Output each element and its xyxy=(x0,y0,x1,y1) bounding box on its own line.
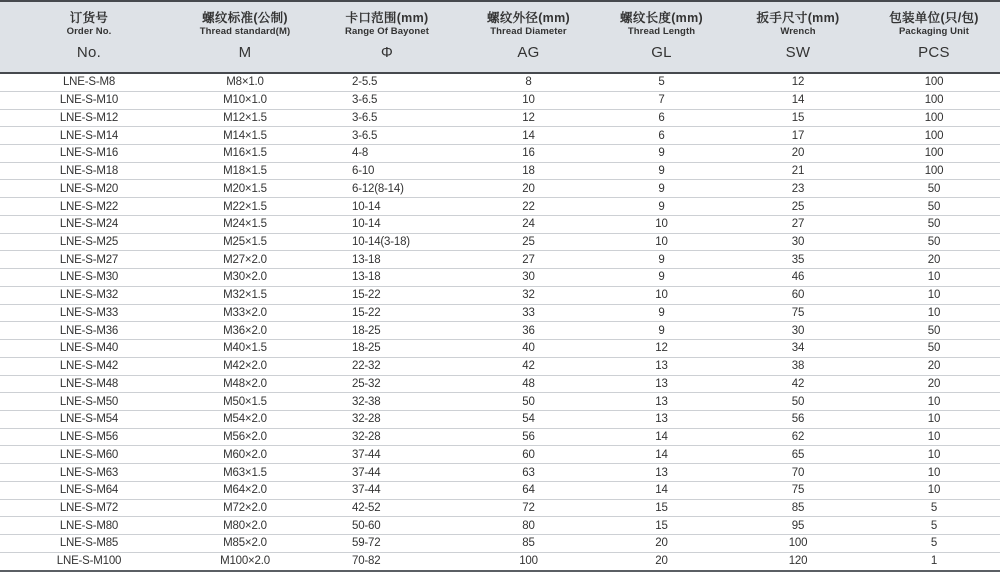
table-cell-gl: 5 xyxy=(595,73,728,91)
table-cell-no: LNE-S-M30 xyxy=(0,269,178,287)
table-cell-m: M54×2.0 xyxy=(178,410,312,428)
table-cell-sw: 50 xyxy=(728,393,868,411)
table-row xyxy=(0,428,1000,446)
table-cell-pcs: 5 xyxy=(868,517,1000,535)
table-cell-pcs: 100 xyxy=(868,109,1000,127)
table-cell-ag: 60 xyxy=(462,446,595,464)
column-header-code: PCS xyxy=(918,44,950,61)
table-cell-gl: 13 xyxy=(595,393,728,411)
column-header-en: Thread Diameter xyxy=(490,26,567,37)
column-header-code: AG xyxy=(517,44,540,61)
table-cell-gl: 9 xyxy=(595,269,728,287)
table-cell-pcs: 20 xyxy=(868,251,1000,269)
table-cell-gl: 10 xyxy=(595,286,728,304)
table-cell-: 18-25 xyxy=(312,340,462,358)
table-cell-ag: 32 xyxy=(462,286,595,304)
table-cell-: 15-22 xyxy=(312,304,462,322)
table-cell-m: M48×2.0 xyxy=(178,375,312,393)
table-cell-pcs: 20 xyxy=(868,357,1000,375)
column-header-no xyxy=(0,1,178,73)
table-cell-gl: 20 xyxy=(595,535,728,553)
table-cell-pcs: 50 xyxy=(868,322,1000,340)
table-cell-ag: 50 xyxy=(462,393,595,411)
table-cell-no: LNE-S-M24 xyxy=(0,215,178,233)
table-cell-m: M32×1.5 xyxy=(178,286,312,304)
table-cell-m: M100×2.0 xyxy=(178,552,312,571)
column-header-zh: 订货号 xyxy=(69,11,109,25)
table-body xyxy=(0,73,1000,571)
table-cell-ag: 64 xyxy=(462,481,595,499)
table-cell-sw: 35 xyxy=(728,251,868,269)
table-cell-sw: 100 xyxy=(728,535,868,553)
column-header-en: Range Of Bayonet xyxy=(345,26,429,37)
table-cell-gl: 12 xyxy=(595,340,728,358)
table-cell-ag: 10 xyxy=(462,91,595,109)
table-cell-m: M8×1.0 xyxy=(178,73,312,91)
table-cell-ag: 16 xyxy=(462,144,595,162)
table-cell-pcs: 50 xyxy=(868,198,1000,216)
table-cell-no: LNE-S-M60 xyxy=(0,446,178,464)
table-cell-ag: 24 xyxy=(462,215,595,233)
table-cell-m: M18×1.5 xyxy=(178,162,312,180)
table-cell-sw: 12 xyxy=(728,73,868,91)
table-cell-sw: 75 xyxy=(728,481,868,499)
table-cell-ag: 100 xyxy=(462,552,595,571)
column-header-zh: 扳手尺寸(mm) xyxy=(756,11,840,25)
table-cell-sw: 85 xyxy=(728,499,868,517)
table-cell-gl: 20 xyxy=(595,552,728,571)
table-cell-m: M63×1.5 xyxy=(178,464,312,482)
table-cell-ag: 40 xyxy=(462,340,595,358)
table-cell-: 15-22 xyxy=(312,286,462,304)
table-row xyxy=(0,144,1000,162)
table-cell-no: LNE-S-M80 xyxy=(0,517,178,535)
table-cell-m: M42×2.0 xyxy=(178,357,312,375)
column-header-zh: 包装单位(只/包) xyxy=(889,11,979,25)
table-cell-: 42-52 xyxy=(312,499,462,517)
column-header-sw xyxy=(728,1,868,73)
table-cell-: 59-72 xyxy=(312,535,462,553)
table-cell-no: LNE-S-M22 xyxy=(0,198,178,216)
table-cell-gl: 9 xyxy=(595,304,728,322)
table-cell-: 13-18 xyxy=(312,269,462,287)
table-cell-sw: 70 xyxy=(728,464,868,482)
table-cell-sw: 20 xyxy=(728,144,868,162)
table-cell-: 3-6.5 xyxy=(312,109,462,127)
table-cell-: 3-6.5 xyxy=(312,91,462,109)
table-row xyxy=(0,464,1000,482)
table-cell-no: LNE-S-M27 xyxy=(0,251,178,269)
table-cell-sw: 30 xyxy=(728,322,868,340)
table-cell-: 22-32 xyxy=(312,357,462,375)
table-row xyxy=(0,535,1000,553)
table-cell-pcs: 100 xyxy=(868,91,1000,109)
table-cell-m: M20×1.5 xyxy=(178,180,312,198)
table-cell-pcs: 20 xyxy=(868,375,1000,393)
table-cell-gl: 9 xyxy=(595,180,728,198)
table-row xyxy=(0,269,1000,287)
table-cell-sw: 95 xyxy=(728,517,868,535)
table-cell-ag: 54 xyxy=(462,410,595,428)
table-cell-sw: 14 xyxy=(728,91,868,109)
table-cell-no: LNE-S-M36 xyxy=(0,322,178,340)
column-header-pcs xyxy=(868,1,1000,73)
table-cell-ag: 22 xyxy=(462,198,595,216)
column-header-en: Packaging Unit xyxy=(898,26,970,37)
table-row xyxy=(0,233,1000,251)
table-cell-: 37-44 xyxy=(312,446,462,464)
table-cell-sw: 60 xyxy=(728,286,868,304)
table-cell-: 32-28 xyxy=(312,428,462,446)
table-cell-m: M36×2.0 xyxy=(178,322,312,340)
table-cell-pcs: 50 xyxy=(868,233,1000,251)
table-cell-pcs: 100 xyxy=(868,73,1000,91)
table-cell-pcs: 50 xyxy=(868,340,1000,358)
table-cell-: 10-14 xyxy=(312,215,462,233)
header-row xyxy=(0,1,1000,73)
table-cell-sw: 30 xyxy=(728,233,868,251)
table-row xyxy=(0,393,1000,411)
table-row xyxy=(0,73,1000,91)
column-header-code: GL xyxy=(651,44,672,61)
table-cell-gl: 13 xyxy=(595,375,728,393)
table-cell-gl: 14 xyxy=(595,428,728,446)
table-cell-no: LNE-S-M10 xyxy=(0,91,178,109)
table-cell-pcs: 10 xyxy=(868,286,1000,304)
column-header-code: No. xyxy=(76,44,102,61)
table-cell-m: M24×1.5 xyxy=(178,215,312,233)
table-cell-: 50-60 xyxy=(312,517,462,535)
table-row xyxy=(0,304,1000,322)
table-cell-ag: 56 xyxy=(462,428,595,446)
column-header-en: Order No. xyxy=(66,26,112,37)
table-cell-no: LNE-S-M48 xyxy=(0,375,178,393)
table-cell-ag: 18 xyxy=(462,162,595,180)
table-cell-m: M16×1.5 xyxy=(178,144,312,162)
table-cell-no: LNE-S-M12 xyxy=(0,109,178,127)
table-cell-gl: 6 xyxy=(595,109,728,127)
table-cell-m: M85×2.0 xyxy=(178,535,312,553)
table-cell-gl: 10 xyxy=(595,215,728,233)
table-cell-no: LNE-S-M54 xyxy=(0,410,178,428)
table-cell-m: M33×2.0 xyxy=(178,304,312,322)
column-header-gl xyxy=(595,1,728,73)
table-cell-ag: 63 xyxy=(462,464,595,482)
table-cell-pcs: 5 xyxy=(868,499,1000,517)
table-cell-: 13-18 xyxy=(312,251,462,269)
table-cell-ag: 80 xyxy=(462,517,595,535)
column-header-code: SW xyxy=(785,44,811,61)
table-row xyxy=(0,162,1000,180)
table-cell-m: M22×1.5 xyxy=(178,198,312,216)
table-cell-pcs: 5 xyxy=(868,535,1000,553)
table-cell-ag: 14 xyxy=(462,127,595,145)
table-cell-ag: 8 xyxy=(462,73,595,91)
table-cell-pcs: 10 xyxy=(868,269,1000,287)
column-header-zh: 螺纹标准(公制) xyxy=(202,11,288,25)
table-cell-no: LNE-S-M50 xyxy=(0,393,178,411)
table-cell-m: M50×1.5 xyxy=(178,393,312,411)
table-cell-sw: 25 xyxy=(728,198,868,216)
table-row xyxy=(0,499,1000,517)
table-cell-no: LNE-S-M72 xyxy=(0,499,178,517)
table-row xyxy=(0,340,1000,358)
table-cell-: 10-14 xyxy=(312,198,462,216)
table-cell-: 4-8 xyxy=(312,144,462,162)
table-cell-m: M40×1.5 xyxy=(178,340,312,358)
table-cell-m: M64×2.0 xyxy=(178,481,312,499)
table-cell-ag: 12 xyxy=(462,109,595,127)
table-cell-sw: 15 xyxy=(728,109,868,127)
table-cell-m: M56×2.0 xyxy=(178,428,312,446)
table-cell-: 25-32 xyxy=(312,375,462,393)
table-cell-gl: 15 xyxy=(595,499,728,517)
table-cell-: 32-38 xyxy=(312,393,462,411)
table-cell-no: LNE-S-M56 xyxy=(0,428,178,446)
table-cell-no: LNE-S-M64 xyxy=(0,481,178,499)
table-row xyxy=(0,215,1000,233)
table-cell-pcs: 100 xyxy=(868,144,1000,162)
table-cell-pcs: 10 xyxy=(868,464,1000,482)
table-cell-sw: 120 xyxy=(728,552,868,571)
table-cell-sw: 46 xyxy=(728,269,868,287)
table-cell-gl: 9 xyxy=(595,198,728,216)
table-row xyxy=(0,410,1000,428)
table-header xyxy=(0,1,1000,73)
table-cell-m: M25×1.5 xyxy=(178,233,312,251)
table-cell-pcs: 10 xyxy=(868,428,1000,446)
table-row xyxy=(0,375,1000,393)
table-cell-sw: 23 xyxy=(728,180,868,198)
table-row xyxy=(0,286,1000,304)
table-row xyxy=(0,198,1000,216)
table-cell-gl: 9 xyxy=(595,251,728,269)
table-cell-: 18-25 xyxy=(312,322,462,340)
table-cell-sw: 27 xyxy=(728,215,868,233)
table-cell-gl: 6 xyxy=(595,127,728,145)
table-cell-pcs: 10 xyxy=(868,481,1000,499)
table-cell-m: M10×1.0 xyxy=(178,91,312,109)
table-cell-gl: 9 xyxy=(595,322,728,340)
table-cell-pcs: 10 xyxy=(868,410,1000,428)
table-cell-gl: 9 xyxy=(595,162,728,180)
table-cell-no: LNE-S-M85 xyxy=(0,535,178,553)
column-header-zh: 螺纹外径(mm) xyxy=(487,11,570,25)
table-cell-pcs: 1 xyxy=(868,552,1000,571)
table-cell-m: M80×2.0 xyxy=(178,517,312,535)
table-cell-: 37-44 xyxy=(312,481,462,499)
table-cell-sw: 42 xyxy=(728,375,868,393)
table-cell-ag: 20 xyxy=(462,180,595,198)
table-cell-sw: 17 xyxy=(728,127,868,145)
table-cell-sw: 34 xyxy=(728,340,868,358)
column-header-m xyxy=(178,1,312,73)
table-row xyxy=(0,446,1000,464)
table-cell-gl: 13 xyxy=(595,357,728,375)
table-cell-gl: 9 xyxy=(595,144,728,162)
table-cell-: 70-82 xyxy=(312,552,462,571)
table-cell-ag: 42 xyxy=(462,357,595,375)
table-cell-no: LNE-S-M8 xyxy=(0,73,178,91)
column-header- xyxy=(312,1,462,73)
table-row xyxy=(0,109,1000,127)
table-cell-no: LNE-S-M100 xyxy=(0,552,178,571)
table-cell-sw: 75 xyxy=(728,304,868,322)
table-cell-m: M12×1.5 xyxy=(178,109,312,127)
table-cell-sw: 21 xyxy=(728,162,868,180)
table-cell-sw: 56 xyxy=(728,410,868,428)
table-row xyxy=(0,91,1000,109)
table-row xyxy=(0,180,1000,198)
table-cell-no: LNE-S-M40 xyxy=(0,340,178,358)
table-cell-pcs: 50 xyxy=(868,180,1000,198)
table-cell-m: M30×2.0 xyxy=(178,269,312,287)
table-cell-ag: 36 xyxy=(462,322,595,340)
table-cell-no: LNE-S-M16 xyxy=(0,144,178,162)
table-row xyxy=(0,481,1000,499)
column-header-en: Thread Length xyxy=(627,26,696,37)
table-cell-ag: 30 xyxy=(462,269,595,287)
table-cell-gl: 10 xyxy=(595,233,728,251)
table-cell-no: LNE-S-M18 xyxy=(0,162,178,180)
table-row xyxy=(0,251,1000,269)
table-cell-: 10-14(3-18) xyxy=(312,233,462,251)
table-cell-no: LNE-S-M42 xyxy=(0,357,178,375)
table-cell-sw: 38 xyxy=(728,357,868,375)
table-cell-pcs: 10 xyxy=(868,393,1000,411)
table-cell-no: LNE-S-M20 xyxy=(0,180,178,198)
table-cell-: 6-12(8-14) xyxy=(312,180,462,198)
table-row xyxy=(0,517,1000,535)
column-header-zh: 卡口范围(mm) xyxy=(345,11,429,25)
table-cell-pcs: 100 xyxy=(868,162,1000,180)
column-header-ag xyxy=(462,1,595,73)
table-cell-: 2-5.5 xyxy=(312,73,462,91)
column-header-zh: 螺纹长度(mm) xyxy=(620,11,703,25)
table-cell-: 3-6.5 xyxy=(312,127,462,145)
table-cell-no: LNE-S-M32 xyxy=(0,286,178,304)
table-cell-m: M27×2.0 xyxy=(178,251,312,269)
table-cell-pcs: 10 xyxy=(868,446,1000,464)
table-cell-m: M72×2.0 xyxy=(178,499,312,517)
column-header-en: Wrench xyxy=(780,26,816,37)
table-cell-gl: 14 xyxy=(595,481,728,499)
table-cell-ag: 33 xyxy=(462,304,595,322)
table-cell-: 37-44 xyxy=(312,464,462,482)
table-cell-m: M60×2.0 xyxy=(178,446,312,464)
table-cell-ag: 48 xyxy=(462,375,595,393)
table-cell-no: LNE-S-M33 xyxy=(0,304,178,322)
table-cell-ag: 25 xyxy=(462,233,595,251)
table-cell-pcs: 100 xyxy=(868,127,1000,145)
table-cell-sw: 65 xyxy=(728,446,868,464)
table-row xyxy=(0,322,1000,340)
table-cell-gl: 15 xyxy=(595,517,728,535)
table-cell-ag: 27 xyxy=(462,251,595,269)
table-cell-gl: 7 xyxy=(595,91,728,109)
table-row xyxy=(0,552,1000,571)
table-cell-pcs: 50 xyxy=(868,215,1000,233)
column-header-code: Φ xyxy=(380,44,394,61)
table-cell-ag: 85 xyxy=(462,535,595,553)
table-cell-gl: 13 xyxy=(595,464,728,482)
table-cell-ag: 72 xyxy=(462,499,595,517)
table-cell-: 6-10 xyxy=(312,162,462,180)
table-cell-: 32-28 xyxy=(312,410,462,428)
table-cell-no: LNE-S-M63 xyxy=(0,464,178,482)
column-header-en: Thread standard(M) xyxy=(199,26,291,37)
table-cell-sw: 62 xyxy=(728,428,868,446)
table-cell-no: LNE-S-M25 xyxy=(0,233,178,251)
table-cell-m: M14×1.5 xyxy=(178,127,312,145)
column-header-code: M xyxy=(238,44,252,61)
table-cell-pcs: 10 xyxy=(868,304,1000,322)
table-row xyxy=(0,127,1000,145)
table-cell-no: LNE-S-M14 xyxy=(0,127,178,145)
table-row xyxy=(0,357,1000,375)
table-cell-gl: 14 xyxy=(595,446,728,464)
table-cell-gl: 13 xyxy=(595,410,728,428)
